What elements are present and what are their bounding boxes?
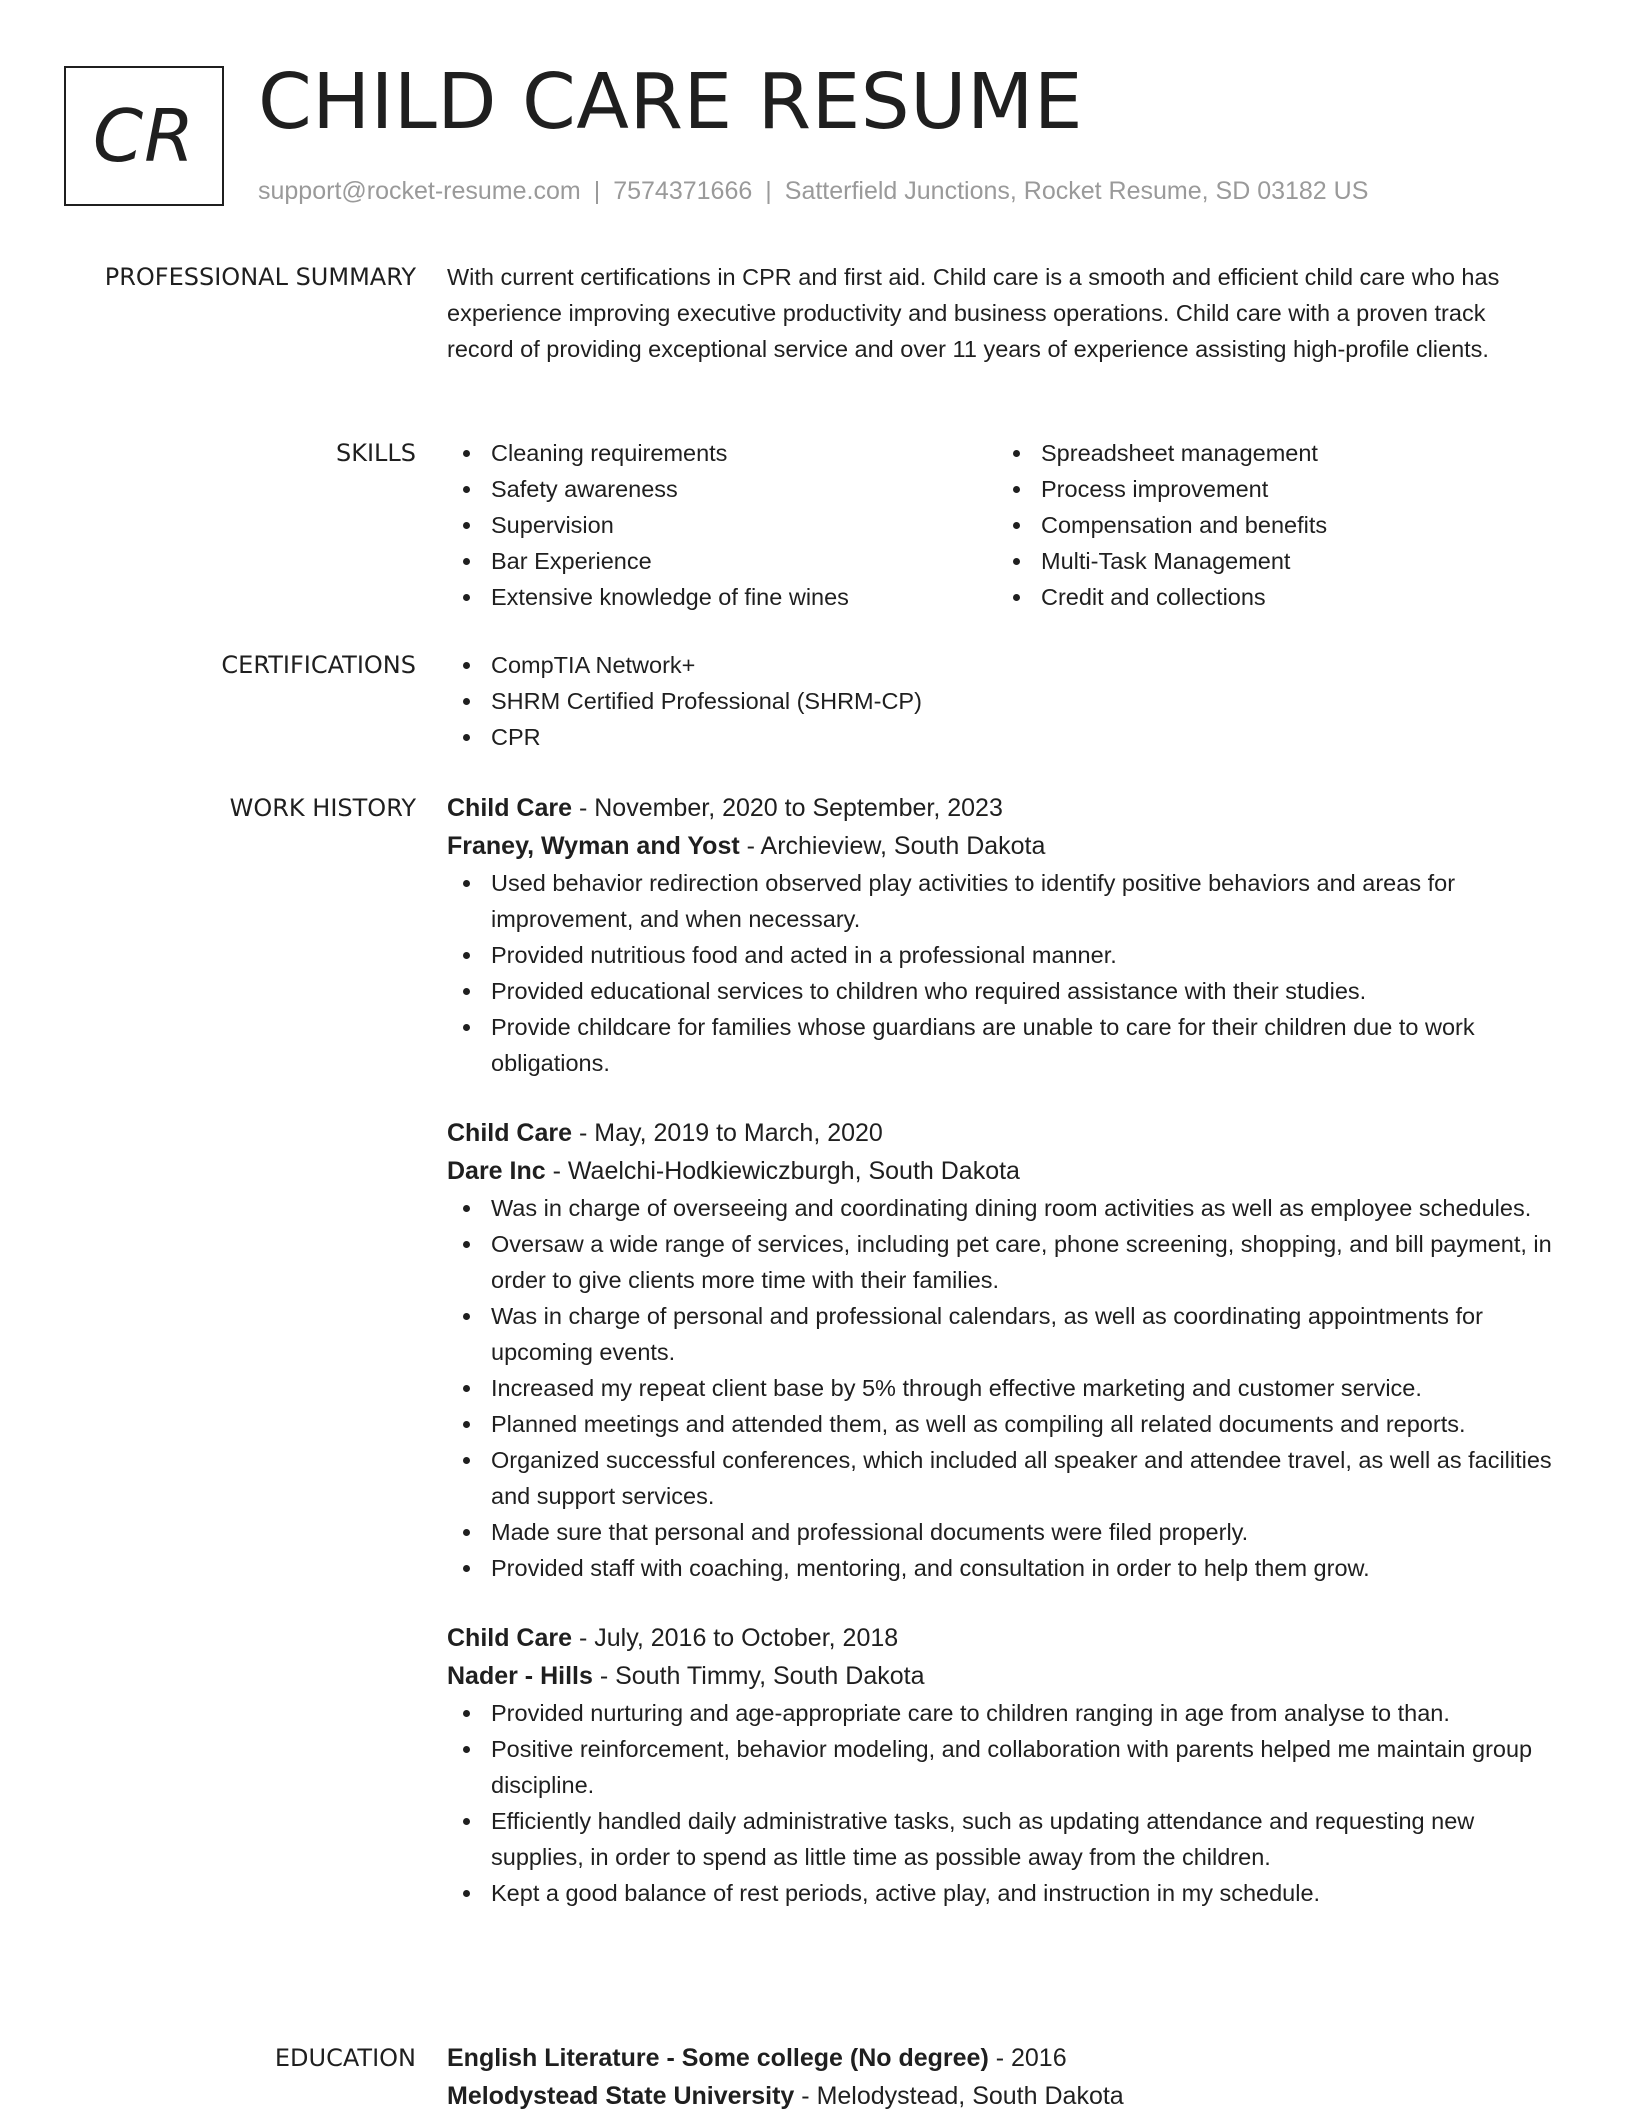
job-duty: Efficiently handled daily administrative tasks, such as updating attendance and requesting new supplies, in order to spend as little time as possible away from the children. — [447, 1803, 1557, 1875]
summary-text: With current certifications in CPR and first aid. Child care is a smooth and efficient child care who has experience improving executive productivity and business operations. Child care with a proven track record of providing exceptional service and over 11 years of experience assisting high-profile clients. — [447, 264, 1500, 362]
work-history-section — [447, 789, 1557, 1911]
skill-item: Supervision — [447, 507, 997, 543]
job-company: Franey, Wyman and Yost — [447, 832, 740, 860]
job-duty: Provided nutritious food and acted in a professional manner. — [447, 937, 1557, 973]
dash: - — [572, 794, 595, 822]
work-history-heading: WORK HISTORY — [229, 794, 416, 822]
job-duties — [447, 1190, 1557, 1586]
education-heading: EDUCATION — [274, 2044, 416, 2072]
education-location: Melodystead, South Dakota — [816, 2082, 1124, 2110]
job-location: Archieview, South Dakota — [760, 832, 1046, 860]
job-title: Child Care — [447, 1119, 573, 1147]
skill-item: Multi-Task Management — [997, 543, 1547, 579]
job-duty: Was in charge of overseeing and coordinating dining room activities as well as employee schedules. — [447, 1190, 1557, 1226]
skill-item: Credit and collections — [997, 579, 1547, 615]
skill-item: Process improvement — [997, 471, 1547, 507]
certification-item: SHRM Certified Professional (SHRM-CP) — [447, 683, 1557, 719]
job-title-line — [447, 1619, 1557, 1657]
contact-separator: | — [593, 177, 601, 205]
summary-heading: PROFESSIONAL SUMMARY — [104, 263, 416, 291]
job-duties — [447, 865, 1557, 1081]
job-location: Waelchi-Hodkiewiczburgh, South Dakota — [567, 1157, 1020, 1185]
education-school: Melodystead State University — [447, 2082, 795, 2110]
job-dates: May, 2019 to March, 2020 — [594, 1119, 883, 1147]
certification-item: CompTIA Network+ — [447, 647, 1557, 683]
skills-section — [447, 435, 1557, 615]
skill-item: Cleaning requirements — [447, 435, 997, 471]
resume-title: CHILD CARE RESUME — [258, 58, 1084, 147]
job-duty: Provide childcare for families whose guardians are unable to care for their children due to work obligations. — [447, 1009, 1557, 1081]
job-duty: Was in charge of personal and professional calendars, as well as coordinating appointments for upcoming events. — [447, 1298, 1557, 1370]
job-company: Dare Inc — [447, 1157, 546, 1185]
dash: - — [545, 1157, 568, 1185]
job-title-line — [447, 789, 1557, 827]
education-degree: English Literature - Some college (No degree) — [447, 2044, 989, 2072]
skills-list-left — [447, 435, 997, 615]
job-duty: Increased my repeat client base by 5% through effective marketing and customer service. — [447, 1370, 1557, 1406]
job-dates: November, 2020 to September, 2023 — [594, 794, 1003, 822]
monogram-initials: CR — [92, 94, 196, 178]
dash: - — [572, 1624, 595, 1652]
contact-address: Satterfield Junctions, Rocket Resume, SD 03182 US — [784, 177, 1369, 205]
dash: - — [592, 1662, 616, 1690]
monogram-box — [64, 66, 224, 206]
dash: - — [794, 2082, 817, 2110]
contact-email: support@rocket-resume.com — [258, 177, 581, 205]
job-duty: Planned meetings and attended them, as well as compiling all related documents and reports. — [447, 1406, 1557, 1442]
job-duty: Provided staff with coaching, mentoring, and consultation in order to help them grow. — [447, 1550, 1557, 1586]
job-duty: Made sure that personal and professional documents were filed properly. — [447, 1514, 1557, 1550]
job-title: Child Care — [447, 1624, 573, 1652]
job-company-line — [447, 1657, 1557, 1695]
job-duty: Provided educational services to children who required assistance with their studies. — [447, 973, 1557, 1009]
job-duty: Oversaw a wide range of services, including pet care, phone screening, shopping, and bill payment, in order to give clients more time with their families. — [447, 1226, 1557, 1298]
skills-heading: SKILLS — [335, 439, 416, 467]
job-entry — [447, 1619, 1557, 1911]
dash: - — [739, 832, 761, 860]
job-duty: Positive reinforcement, behavior modeling, and collaboration with parents helped me maintain group discipline. — [447, 1731, 1557, 1803]
job-title-line — [447, 1114, 1557, 1152]
job-company: Nader - Hills — [447, 1662, 593, 1690]
job-duty: Organized successful conferences, which included all speaker and attendee travel, as well as facilities and support services. — [447, 1442, 1557, 1514]
dash: - — [988, 2044, 1011, 2072]
job-location: South Timmy, South Dakota — [615, 1662, 925, 1690]
certifications-section — [447, 647, 1557, 755]
job-title: Child Care — [447, 794, 573, 822]
contact-line — [258, 173, 1368, 209]
job-duty: Used behavior redirection observed play activities to identify positive behaviors and areas for improvement, and when necessary. — [447, 865, 1557, 937]
education-year: 2016 — [1011, 2044, 1067, 2072]
job-duty: Provided nurturing and age-appropriate care to children ranging in age from analyse to than. — [447, 1695, 1557, 1731]
certifications-list — [447, 647, 1557, 755]
skills-list-right — [997, 435, 1547, 615]
contact-phone: 7574371666 — [613, 177, 753, 205]
job-company-line — [447, 1152, 1557, 1190]
skill-item: Compensation and benefits — [997, 507, 1547, 543]
skill-item: Safety awareness — [447, 471, 997, 507]
contact-separator: | — [765, 177, 772, 205]
skill-item: Extensive knowledge of fine wines — [447, 579, 997, 615]
skill-item: Bar Experience — [447, 543, 997, 579]
skill-item: Spreadsheet management — [997, 435, 1547, 471]
job-entry — [447, 1114, 1557, 1586]
job-company-line — [447, 827, 1557, 865]
education-section — [447, 2039, 1557, 2115]
summary-section — [447, 259, 1557, 367]
education-school-line — [447, 2077, 1557, 2115]
job-duty: Kept a good balance of rest periods, active play, and instruction in my schedule. — [447, 1875, 1557, 1911]
job-entry — [447, 789, 1557, 1081]
certifications-heading: CERTIFICATIONS — [221, 651, 416, 679]
dash: - — [572, 1119, 595, 1147]
job-dates: July, 2016 to October, 2018 — [594, 1624, 899, 1652]
certification-item: CPR — [447, 719, 1557, 755]
education-degree-line — [447, 2039, 1557, 2077]
job-duties — [447, 1695, 1557, 1911]
